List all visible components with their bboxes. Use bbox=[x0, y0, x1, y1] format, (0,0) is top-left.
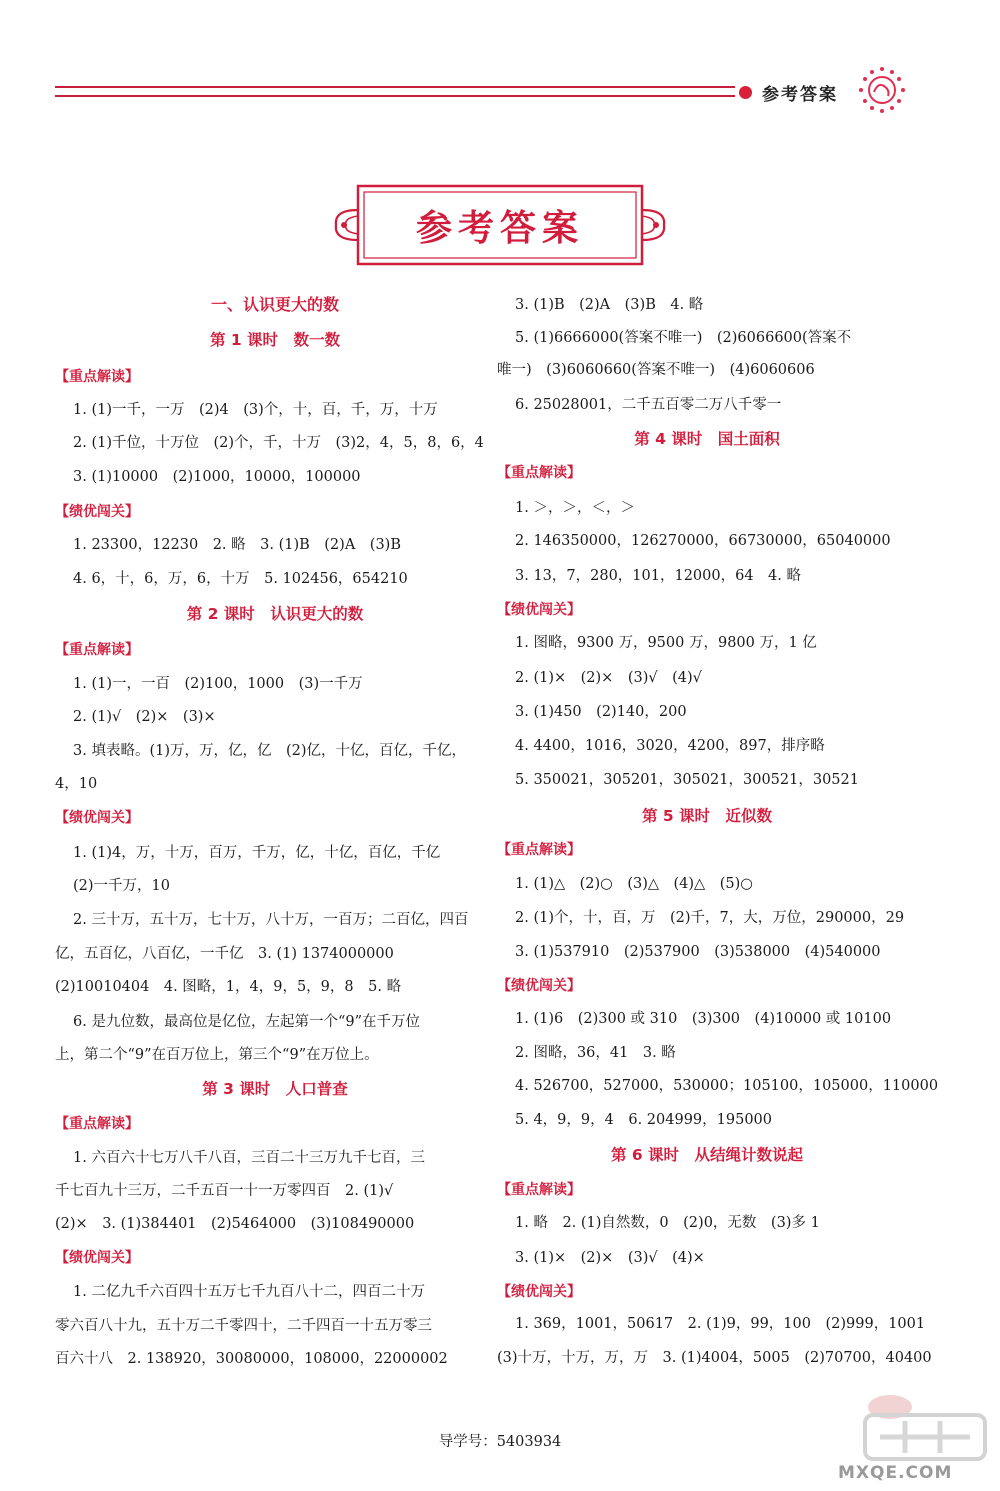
answer-line: 4. 4400，1016，3020，4200，897，排序略 bbox=[515, 738, 825, 754]
subsection-tag: 【重点解读】 bbox=[55, 642, 139, 658]
subsection-tag: 【重点解读】 bbox=[55, 369, 139, 385]
header-rule-top bbox=[55, 86, 735, 88]
answer-line: 1. 略 2. (1)自然数，0 (2)0，无数 (3)多 1 bbox=[515, 1215, 820, 1231]
subsection-tag: 【重点解读】 bbox=[497, 842, 581, 858]
answer-line: 3. (1)B (2)A (3)B 4. 略 bbox=[515, 297, 704, 313]
answer-line: 1. 23300，12230 2. 略 3. (1)B (2)A (3)B bbox=[73, 537, 401, 553]
title-banner bbox=[330, 180, 670, 270]
answer-line: 1. 图略，9300 万，9500 万，9800 万，1 亿 bbox=[515, 635, 817, 651]
answer-line: 1. (1)一，一百 (2)100，1000 (3)一千万 bbox=[73, 676, 363, 692]
subsection-tag: 【绩优闯关】 bbox=[497, 602, 581, 618]
answer-line: 3. (1)537910 (2)537900 (3)538000 (4)540000 bbox=[515, 944, 881, 960]
answer-line: 3. (1)10000 (2)1000，10000，100000 bbox=[73, 469, 361, 485]
answer-line: 2. (1)× (2)× (3)√ (4)√ bbox=[515, 670, 702, 686]
answer-line: 4. 526700，527000，530000；105100，105000，110000 bbox=[515, 1078, 939, 1094]
answer-line: 3. (1)450 (2)140，200 bbox=[515, 704, 687, 720]
header-bullet-icon bbox=[739, 86, 752, 99]
lesson-heading: 第 1 课时 数一数 bbox=[209, 331, 341, 349]
subsection-tag: 【重点解读】 bbox=[55, 1116, 139, 1132]
header-rule-bottom bbox=[55, 95, 735, 97]
answer-line: 4. 6，十，6，万，6，十万 5. 102456，654210 bbox=[73, 571, 408, 587]
watermark-logo-icon bbox=[860, 1385, 990, 1475]
header-label: 参考答案 bbox=[762, 85, 838, 105]
answer-line: 3. 填表略。(1)万，万，亿，亿 (2)亿，十亿，百亿，千亿， bbox=[73, 743, 467, 759]
subsection-tag: 【绩优闯关】 bbox=[55, 810, 139, 826]
answer-line: 1. 369，1001，50617 2. (1)9，99，100 (2)999，1001 bbox=[515, 1316, 926, 1332]
answer-line: 2. (1)√ (2)× (3)× bbox=[73, 709, 216, 725]
answer-line: 上，第二个“9”在百万位上，第三个“9”在万位上。 bbox=[55, 1047, 379, 1063]
answer-line: 3. 13，7，280，101，12000，64 4. 略 bbox=[515, 568, 801, 584]
answer-line: 百六十八 2. 138920，30080000，108000，22000002 bbox=[55, 1351, 448, 1367]
answer-line: 1. ＞，＞，＜，＞ bbox=[515, 500, 635, 516]
answer-line: 4，10 bbox=[55, 776, 98, 792]
answer-line: 2. (1)千位，十万位 (2)个，千，十万 (3)2，4，5，8，6，4 bbox=[73, 435, 484, 451]
decorative-emblem-icon bbox=[858, 66, 906, 114]
subsection-tag: 【绩优闯关】 bbox=[55, 1250, 139, 1266]
answer-line: 2. 146350000，126270000，66730000，65040000 bbox=[515, 533, 891, 549]
answer-line: 1. 六百六十七万八千八百，三百二十三万九千七百，三 bbox=[73, 1150, 425, 1166]
answer-line: (2)一千万，10 bbox=[73, 878, 170, 894]
footer-guide-number: 导学号：5403934 bbox=[438, 1434, 562, 1450]
answer-line: 唯一) (3)6060660(答案不唯一) (4)6060606 bbox=[497, 362, 815, 378]
answer-line: 1. (1)4，万，十万，百万，千万，亿，十亿，百亿，千亿 bbox=[73, 845, 441, 861]
answer-line: 5. 4，9，9，4 6. 204999，195000 bbox=[515, 1112, 772, 1128]
answer-line: 2. (1)个，十，百，万 (2)千，7，大，万位，290000，29 bbox=[515, 910, 905, 926]
subsection-tag: 【绩优闯关】 bbox=[497, 1284, 581, 1300]
section-heading: 一、认识更大的数 bbox=[210, 295, 339, 314]
answer-line: 6. 是九位数，最高位是亿位，左起第一个“9”在千万位 bbox=[73, 1014, 420, 1030]
answer-line: (2)× 3. (1)384401 (2)5464000 (3)108490000 bbox=[55, 1216, 415, 1232]
answer-line: 零六百八十九，五十万二千零四十，二千四百一十五万零三 bbox=[55, 1318, 432, 1334]
answer-line: 3. (1)× (2)× (3)√ (4)× bbox=[515, 1250, 705, 1266]
watermark-text: MXQE.COM bbox=[838, 1463, 953, 1483]
answer-line: 1. (1)6 (2)300 或 310 (3)300 (4)10000 或 10100 bbox=[515, 1011, 892, 1027]
answer-line: 2. 图略，36，41 3. 略 bbox=[515, 1045, 676, 1061]
page-title: 参考答案 bbox=[415, 208, 584, 249]
answer-line: 6. 25028001，二千五百零二万八千零一 bbox=[515, 397, 782, 413]
answer-line: 千七百九十三万，二千五百一十一万零四百 2. (1)√ bbox=[55, 1183, 394, 1199]
answer-line: 5. 350021，305201，305021，300521，30521 bbox=[515, 772, 859, 788]
answer-line: (2)10010404 4. 图略，1，4，9，5，9，8 5. 略 bbox=[55, 979, 402, 995]
answer-line: 5. (1)6666000(答案不唯一) (2)6066600(答案不 bbox=[515, 330, 852, 346]
subsection-tag: 【重点解读】 bbox=[497, 465, 581, 481]
lesson-heading: 第 6 课时 从结绳计数说起 bbox=[610, 1146, 804, 1164]
subsection-tag: 【绩优闯关】 bbox=[55, 504, 139, 520]
answer-line: 1. (1)△ (2)○ (3)△ (4)△ (5)○ bbox=[515, 876, 753, 892]
lesson-heading: 第 3 课时 人口普查 bbox=[202, 1080, 348, 1098]
subsection-tag: 【重点解读】 bbox=[497, 1182, 581, 1198]
lesson-heading: 第 4 课时 国土面积 bbox=[634, 430, 780, 448]
lesson-heading: 第 2 课时 认识更大的数 bbox=[186, 605, 364, 623]
answer-line: 1. 二亿九千六百四十五万七千九百八十二，四百二十万 bbox=[73, 1284, 425, 1300]
subsection-tag: 【绩优闯关】 bbox=[497, 978, 581, 994]
answer-line: (3)十万，十万，万，万 3. (1)4004，5005 (2)70700，40400 bbox=[497, 1350, 932, 1366]
answer-line: 2. 三十万，五十万，七十万，八十万，一百万；二百亿，四百 bbox=[73, 912, 469, 928]
answer-line: 1. (1)一千，一万 (2)4 (3)个，十，百，千，万，十万 bbox=[73, 402, 438, 418]
answer-line: 亿，五百亿，八百亿，一千亿 3. (1) 1374000000 bbox=[55, 946, 394, 962]
lesson-heading: 第 5 课时 近似数 bbox=[641, 807, 773, 825]
